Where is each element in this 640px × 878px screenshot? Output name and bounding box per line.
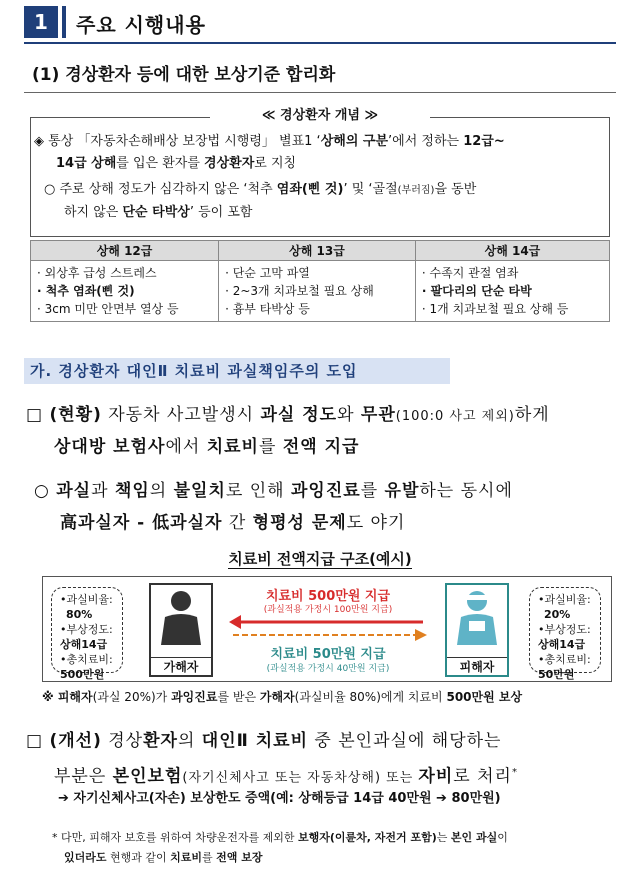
payment-to-offender-note: (과실적용 가정시 100만원 지급) (263, 605, 393, 615)
grade-header: 상해 13급 (219, 241, 416, 261)
grade-header-row (31, 241, 610, 261)
offender-person-icon (151, 585, 211, 657)
payment-to-victim-note: (과실적용 가정시 40만원 지급) (266, 664, 390, 674)
problem-line-1: ○ 과실과 책임의 불일치로 인해 과잉진료를 유발하는 동시에 (34, 481, 513, 501)
improvement-line-1: □ (개선) 경상환자의 대인Ⅱ 치료비 중 본인과실에 해당하는 (26, 731, 502, 751)
victim-info-bubble: •과실비율: 20% •부상정도: 상해14급 •총치료비: 50만원 (529, 587, 601, 673)
diagram-note: ※ 피해자(과실 20%)가 과잉진료를 받은 가해자(과실비율 80%)에게 치료비 500만원 보상 (42, 690, 523, 704)
grade-header: 상해 12급 (31, 241, 219, 261)
victim-label: 피해자 (447, 657, 507, 675)
diagram-caption: 치료비 전액지급 구조(예시) (228, 550, 412, 568)
offender-figure (149, 583, 213, 677)
improvement-line-2: 부분은 본인보험(자기신체사고 또는 자동차상해) 또는 자비로 처리* (54, 766, 518, 787)
offender-info-bubble: •과실비율: 80% •부상정도: 상해14급 •총치료비: 500만원 (51, 587, 123, 673)
circle-bullet-icon: ○ (44, 182, 60, 197)
diamond-icon: ◈ (34, 134, 49, 149)
section-number: 1 (24, 6, 58, 38)
problem-line-2: 高과실자 - 低과실자 간 형평성 문제도 야기 (60, 513, 406, 533)
grade-cell: · 외상후 급성 스트레스 · 척추 염좌(삔 것) · 3cm 미만 안면부 열상 등 (31, 261, 219, 322)
subsection-title: (1) 경상환자 등에 대한 보상기준 합리화 (32, 65, 336, 85)
subsection-rule (24, 92, 616, 93)
grade-header: 상해 14급 (415, 241, 609, 261)
footnote-line-2: 있더라도 현행과 같이 치료비를 전액 보장 (64, 851, 263, 864)
section-divider (62, 6, 66, 38)
concept-line-2: 14급 상해를 입은 환자를 경상환자로 지칭 (56, 156, 297, 171)
payment-diagram (42, 576, 612, 682)
offender-label: 가해자 (151, 657, 211, 675)
arrow-area (223, 577, 433, 683)
concept-line-4: 하지 않은 단순 타박상’ 등이 포함 (64, 205, 253, 220)
concept-line-1: ◈ 통상 「자동차손해배상 보장법 시행령」 별표1 ‘상해의 구분’에서 정하는 12급~ (34, 134, 505, 149)
victim-person-icon (447, 585, 507, 657)
red-arrow (229, 615, 423, 629)
status-line-2: 상대방 보험사에서 치료비를 전액 지급 (54, 437, 360, 457)
orange-arrow (233, 629, 427, 641)
subheading-ga: 가. 경상환자 대인Ⅱ 치료비 과실책임주의 도입 (30, 362, 358, 380)
section-title: 주요 시행내용 (76, 13, 206, 37)
grade-table (30, 240, 610, 322)
payment-to-victim: 치료비 50만원 지급 (270, 647, 386, 662)
status-line-1: □ (현황) 자동차 사고발생시 과실 정도와 무관(100:0 사고 제외)하게 (26, 405, 550, 425)
section-rule (24, 42, 616, 44)
grade-body-row (31, 261, 610, 322)
section-header (24, 6, 616, 40)
concept-title: ≪ 경상환자 개념 ≫ (210, 104, 430, 123)
concept-line-3: ○ 주로 상해 정도가 심각하지 않은 ‘척추 염좌(삔 것)’ 및 ‘골절(부러짐)을 동반 (44, 182, 477, 197)
grade-cell: · 수족지 관절 염좌 · 팔다리의 단순 타박 · 1개 치과보철 필요 상해 등 (415, 261, 609, 322)
improvement-line-3: ➔ 자기신체사고(자손) 보상한도 증액(예: 상해등급 14급 40만원 ➔ 80만원) (58, 791, 501, 806)
footnote-line-1: * 다만, 피해자 보호를 위하여 차량운전자를 제외한 보행자(이륜차, 자전거 포함)는 본인 과실이 (52, 831, 508, 844)
victim-figure (445, 583, 509, 677)
grade-cell: · 단순 고막 파열 · 2~3개 치과보철 필요 상해 · 흉부 타박상 등 (219, 261, 416, 322)
payment-to-offender: 치료비 500만원 지급 (265, 589, 391, 604)
